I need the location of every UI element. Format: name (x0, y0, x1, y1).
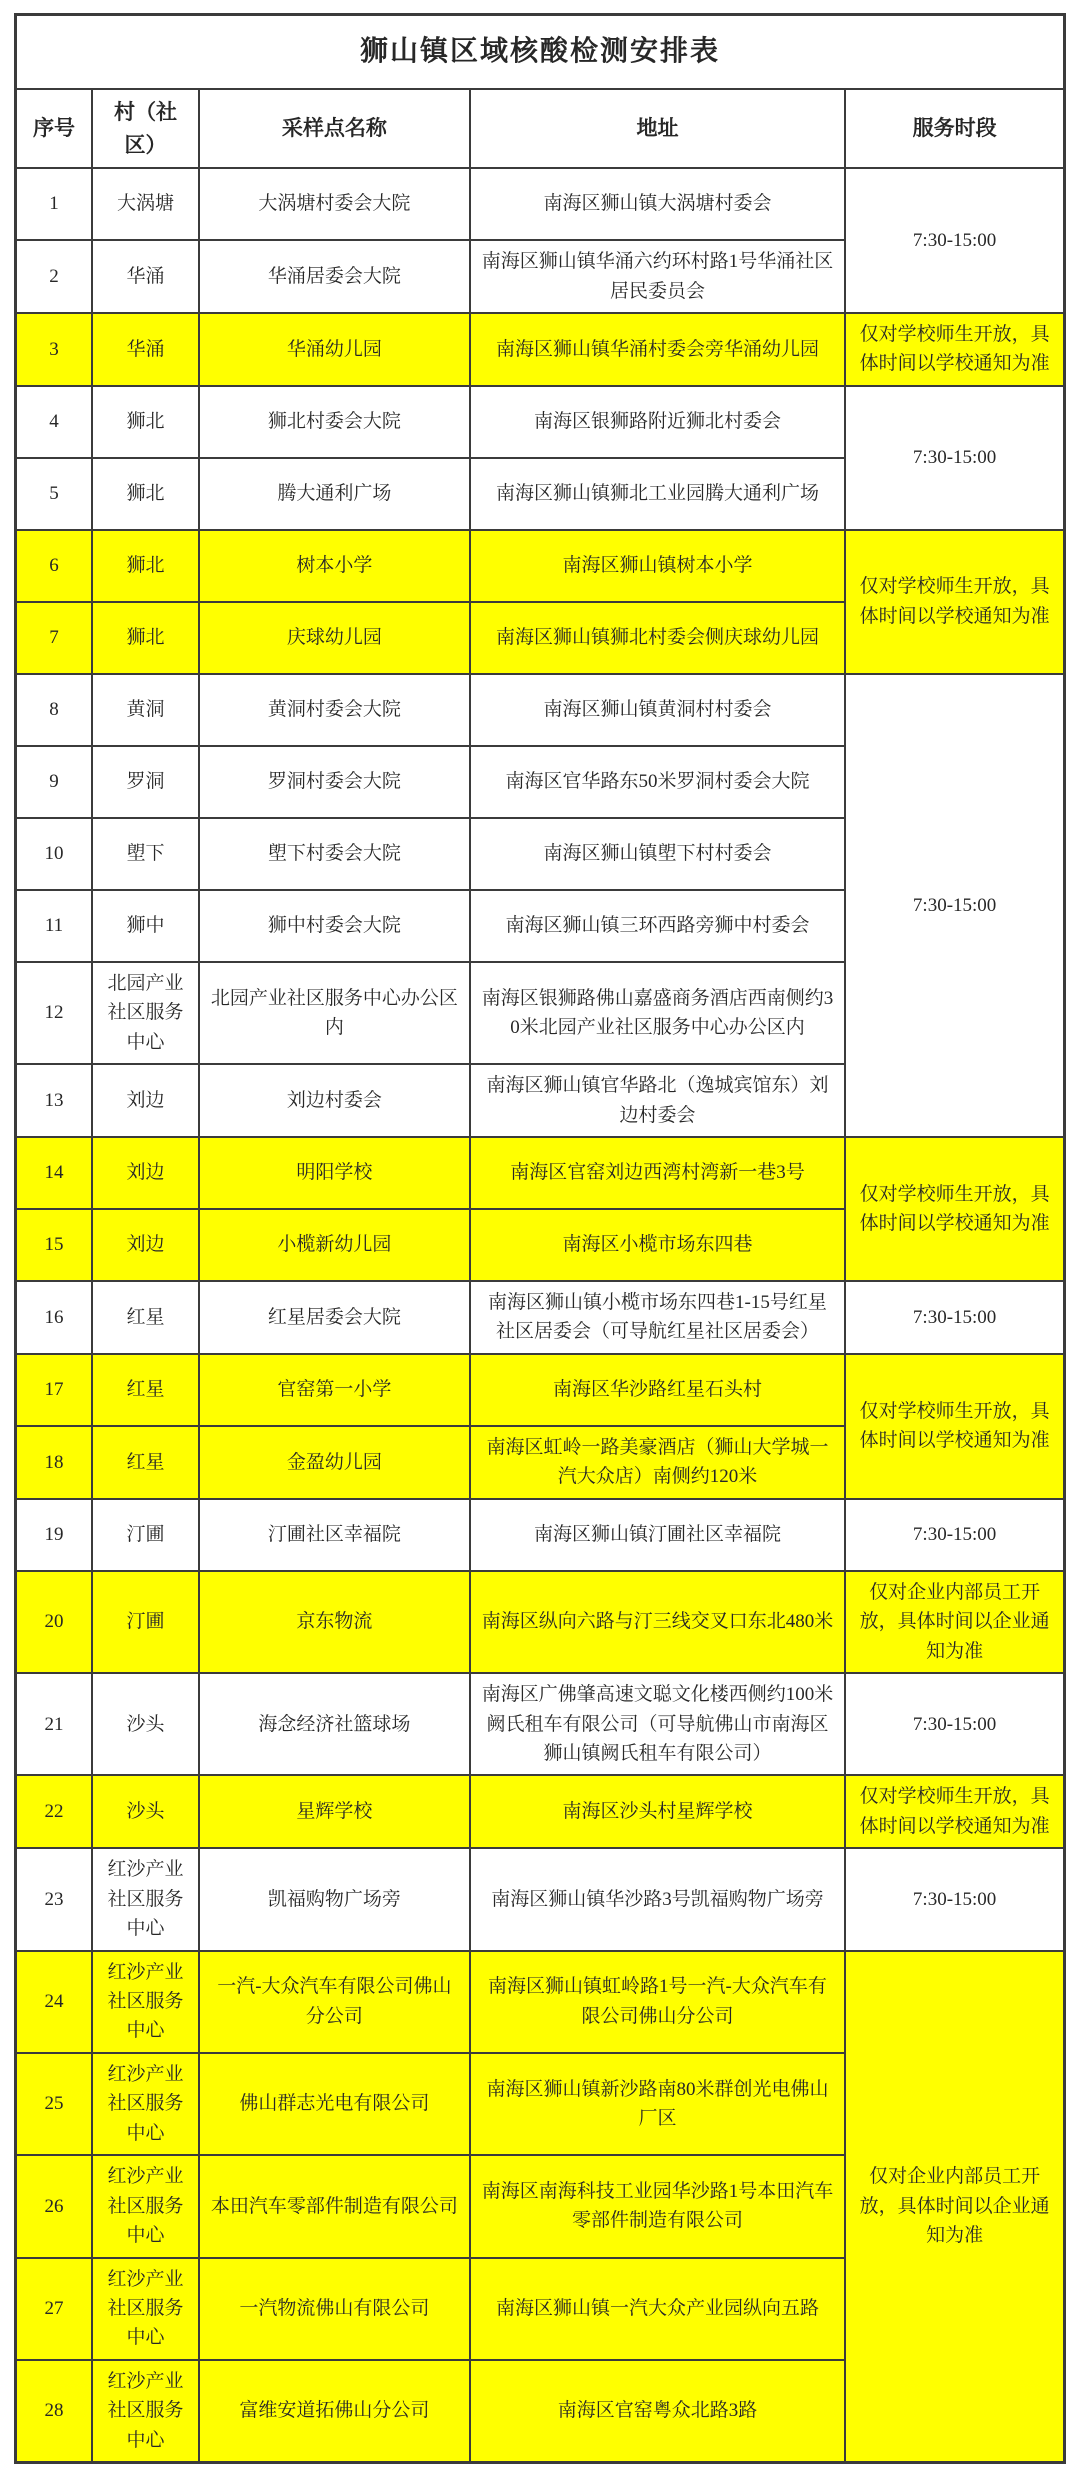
row-number-cell: 21 (16, 1673, 93, 1775)
village-cell: 汀圃 (92, 1499, 199, 1571)
address-cell: 南海区狮山镇小榄市场东四巷1-15号红星社区居委会（可导航红星社区居委会） (470, 1281, 846, 1354)
service-time-cell: 7:30-15:00 (845, 674, 1064, 1137)
address-cell: 南海区狮山镇汀圃社区幸福院 (470, 1499, 846, 1571)
row-number-cell: 24 (16, 1951, 93, 2053)
address-cell: 南海区狮山镇狮北村委会侧庆球幼儿园 (470, 602, 846, 674)
title-row (16, 15, 1065, 90)
village-cell: 北园产业社区服务中心 (92, 962, 199, 1064)
address-cell: 南海区官华路东50米罗洞村委会大院 (470, 746, 846, 818)
table-row (16, 168, 1065, 240)
header-address: 地址 (470, 89, 846, 168)
village-cell: 罗洞 (92, 746, 199, 818)
row-number-cell: 14 (16, 1137, 93, 1209)
site-name-cell: 星辉学校 (199, 1775, 470, 1848)
site-name-cell: 明阳学校 (199, 1137, 470, 1209)
row-number-cell: 18 (16, 1426, 93, 1499)
address-cell: 南海区狮山镇华涌六约环村路1号华涌社区居民委员会 (470, 240, 846, 313)
table-row (16, 1848, 1065, 1950)
village-cell: 大涡塘 (92, 168, 199, 240)
village-cell: 狮北 (92, 458, 199, 530)
row-number-cell: 25 (16, 2053, 93, 2155)
table-row (16, 1951, 1065, 2053)
row-number-cell: 15 (16, 1209, 93, 1281)
village-cell: 红沙产业社区服务中心 (92, 2360, 199, 2463)
site-name-cell: 北园产业社区服务中心办公区内 (199, 962, 470, 1064)
village-cell: 红星 (92, 1354, 199, 1426)
site-name-cell: 华涌幼儿园 (199, 313, 470, 386)
site-name-cell: 大涡塘村委会大院 (199, 168, 470, 240)
village-cell: 刘边 (92, 1137, 199, 1209)
address-cell: 南海区狮山镇黄洞村村委会 (470, 674, 846, 746)
site-name-cell: 富维安道拓佛山分公司 (199, 2360, 470, 2463)
table-row (16, 1571, 1065, 1673)
site-name-cell: 凯福购物广场旁 (199, 1848, 470, 1950)
site-name-cell: 庆球幼儿园 (199, 602, 470, 674)
service-time-cell: 7:30-15:00 (845, 386, 1064, 530)
header-site-name: 采样点名称 (199, 89, 470, 168)
address-cell: 南海区纵向六路与汀三线交叉口东北480米 (470, 1571, 846, 1673)
address-cell: 南海区狮山镇三环西路旁狮中村委会 (470, 890, 846, 962)
row-number-cell: 10 (16, 818, 93, 890)
row-number-cell: 6 (16, 530, 93, 602)
service-time-cell: 7:30-15:00 (845, 1281, 1064, 1354)
service-time-cell: 仅对企业内部员工开放，具体时间以企业通知为准 (845, 1571, 1064, 1673)
village-cell: 刘边 (92, 1064, 199, 1137)
service-time-cell: 仅对学校师生开放，具体时间以学校通知为准 (845, 1354, 1064, 1499)
site-name-cell: 华涌居委会大院 (199, 240, 470, 313)
site-name-cell: 罗洞村委会大院 (199, 746, 470, 818)
site-name-cell: 黄洞村委会大院 (199, 674, 470, 746)
village-cell: 华涌 (92, 240, 199, 313)
row-number-cell: 1 (16, 168, 93, 240)
row-number-cell: 7 (16, 602, 93, 674)
row-number-cell: 20 (16, 1571, 93, 1673)
site-name-cell: 一汽-大众汽车有限公司佛山分公司 (199, 1951, 470, 2053)
row-number-cell: 22 (16, 1775, 93, 1848)
address-cell: 南海区小榄市场东四巷 (470, 1209, 846, 1281)
row-number-cell: 23 (16, 1848, 93, 1950)
village-cell: 狮中 (92, 890, 199, 962)
header-no: 序号 (16, 89, 93, 168)
table-row (16, 1354, 1065, 1426)
village-cell: 红沙产业社区服务中心 (92, 2258, 199, 2360)
table-row (16, 386, 1065, 458)
row-number-cell: 5 (16, 458, 93, 530)
service-time-cell: 仅对学校师生开放，具体时间以学校通知为准 (845, 1137, 1064, 1281)
service-time-cell: 7:30-15:00 (845, 1673, 1064, 1775)
site-name-cell: 汀圃社区幸福院 (199, 1499, 470, 1571)
address-cell: 南海区狮山镇新沙路南80米群创光电佛山厂区 (470, 2053, 846, 2155)
row-number-cell: 11 (16, 890, 93, 962)
site-name-cell: 本田汽车零部件制造有限公司 (199, 2155, 470, 2257)
address-cell: 南海区官窑刘边西湾村湾新一巷3号 (470, 1137, 846, 1209)
table-row (16, 1499, 1065, 1571)
address-cell: 南海区狮山镇树本小学 (470, 530, 846, 602)
address-cell: 南海区狮山镇官华路北（逸城宾馆东）刘边村委会 (470, 1064, 846, 1137)
table-row (16, 313, 1065, 386)
row-number-cell: 26 (16, 2155, 93, 2257)
site-name-cell: 佛山群志光电有限公司 (199, 2053, 470, 2155)
address-cell: 南海区官窑粤众北路3路 (470, 2360, 846, 2463)
village-cell: 沙头 (92, 1673, 199, 1775)
address-cell: 南海区银狮路佛山嘉盛商务酒店西南侧约30米北园产业社区服务中心办公区内 (470, 962, 846, 1064)
village-cell: 红沙产业社区服务中心 (92, 1951, 199, 2053)
village-cell: 红沙产业社区服务中心 (92, 2053, 199, 2155)
village-cell: 狮北 (92, 530, 199, 602)
row-number-cell: 12 (16, 962, 93, 1064)
table-row (16, 1137, 1065, 1209)
table-row (16, 674, 1065, 746)
header-service-time: 服务时段 (845, 89, 1064, 168)
site-name-cell: 一汽物流佛山有限公司 (199, 2258, 470, 2360)
address-cell: 南海区狮山镇大涡塘村委会 (470, 168, 846, 240)
village-cell: 红沙产业社区服务中心 (92, 1848, 199, 1950)
address-cell: 南海区狮山镇狮北工业园腾大通利广场 (470, 458, 846, 530)
village-cell: 红星 (92, 1281, 199, 1354)
table-row (16, 1673, 1065, 1775)
address-cell: 南海区狮山镇华涌村委会旁华涌幼儿园 (470, 313, 846, 386)
header-village: 村（社区） (92, 89, 199, 168)
service-time-cell: 仅对学校师生开放，具体时间以学校通知为准 (845, 530, 1064, 674)
table-row (16, 1775, 1065, 1848)
address-cell: 南海区沙头村星辉学校 (470, 1775, 846, 1848)
village-cell: 狮北 (92, 602, 199, 674)
site-name-cell: 狮北村委会大院 (199, 386, 470, 458)
address-cell: 南海区狮山镇华沙路3号凯福购物广场旁 (470, 1848, 846, 1950)
address-cell: 南海区广佛肇高速文聪文化楼西侧约100米阙氏租车有限公司（可导航佛山市南海区狮山镇阙氏租车有限公司） (470, 1673, 846, 1775)
village-cell: 黄洞 (92, 674, 199, 746)
site-name-cell: 红星居委会大院 (199, 1281, 470, 1354)
site-name-cell: 刘边村委会 (199, 1064, 470, 1137)
village-cell: 刘边 (92, 1209, 199, 1281)
address-cell: 南海区南海科技工业园华沙路1号本田汽车零部件制造有限公司 (470, 2155, 846, 2257)
village-cell: 华涌 (92, 313, 199, 386)
row-number-cell: 17 (16, 1354, 93, 1426)
row-number-cell: 4 (16, 386, 93, 458)
row-number-cell: 3 (16, 313, 93, 386)
address-cell: 南海区华沙路红星石头村 (470, 1354, 846, 1426)
row-number-cell: 8 (16, 674, 93, 746)
address-cell: 南海区狮山镇塱下村村委会 (470, 818, 846, 890)
table-row (16, 1281, 1065, 1354)
table-row (16, 530, 1065, 602)
site-name-cell: 京东物流 (199, 1571, 470, 1673)
address-cell: 南海区狮山镇一汽大众产业园纵向五路 (470, 2258, 846, 2360)
address-cell: 南海区狮山镇虹岭路1号一汽-大众汽车有限公司佛山分公司 (470, 1951, 846, 2053)
row-number-cell: 16 (16, 1281, 93, 1354)
service-time-cell: 仅对企业内部员工开放，具体时间以企业通知为准 (845, 1951, 1064, 2463)
service-time-cell: 7:30-15:00 (845, 1848, 1064, 1950)
site-name-cell: 金盈幼儿园 (199, 1426, 470, 1499)
site-name-cell: 塱下村委会大院 (199, 818, 470, 890)
site-name-cell: 腾大通利广场 (199, 458, 470, 530)
service-time-cell: 仅对学校师生开放，具体时间以学校通知为准 (845, 1775, 1064, 1848)
site-name-cell: 官窑第一小学 (199, 1354, 470, 1426)
row-number-cell: 19 (16, 1499, 93, 1571)
table-body (16, 168, 1065, 2463)
village-cell: 汀圃 (92, 1571, 199, 1673)
row-number-cell: 27 (16, 2258, 93, 2360)
village-cell: 红沙产业社区服务中心 (92, 2155, 199, 2257)
address-cell: 南海区虹岭一路美豪酒店（狮山大学城一汽大众店）南侧约120米 (470, 1426, 846, 1499)
header-row (16, 89, 1065, 168)
village-cell: 狮北 (92, 386, 199, 458)
site-name-cell: 海念经济社篮球场 (199, 1673, 470, 1775)
row-number-cell: 9 (16, 746, 93, 818)
row-number-cell: 2 (16, 240, 93, 313)
row-number-cell: 13 (16, 1064, 93, 1137)
address-cell: 南海区银狮路附近狮北村委会 (470, 386, 846, 458)
site-name-cell: 树本小学 (199, 530, 470, 602)
service-time-cell: 仅对学校师生开放，具体时间以学校通知为准 (845, 313, 1064, 386)
site-name-cell: 小榄新幼儿园 (199, 1209, 470, 1281)
row-number-cell: 28 (16, 2360, 93, 2463)
page-title: 狮山镇区域核酸检测安排表 (16, 15, 1065, 90)
village-cell: 沙头 (92, 1775, 199, 1848)
testing-schedule-table (14, 13, 1066, 2464)
site-name-cell: 狮中村委会大院 (199, 890, 470, 962)
village-cell: 塱下 (92, 818, 199, 890)
service-time-cell: 7:30-15:00 (845, 1499, 1064, 1571)
village-cell: 红星 (92, 1426, 199, 1499)
service-time-cell: 7:30-15:00 (845, 168, 1064, 313)
